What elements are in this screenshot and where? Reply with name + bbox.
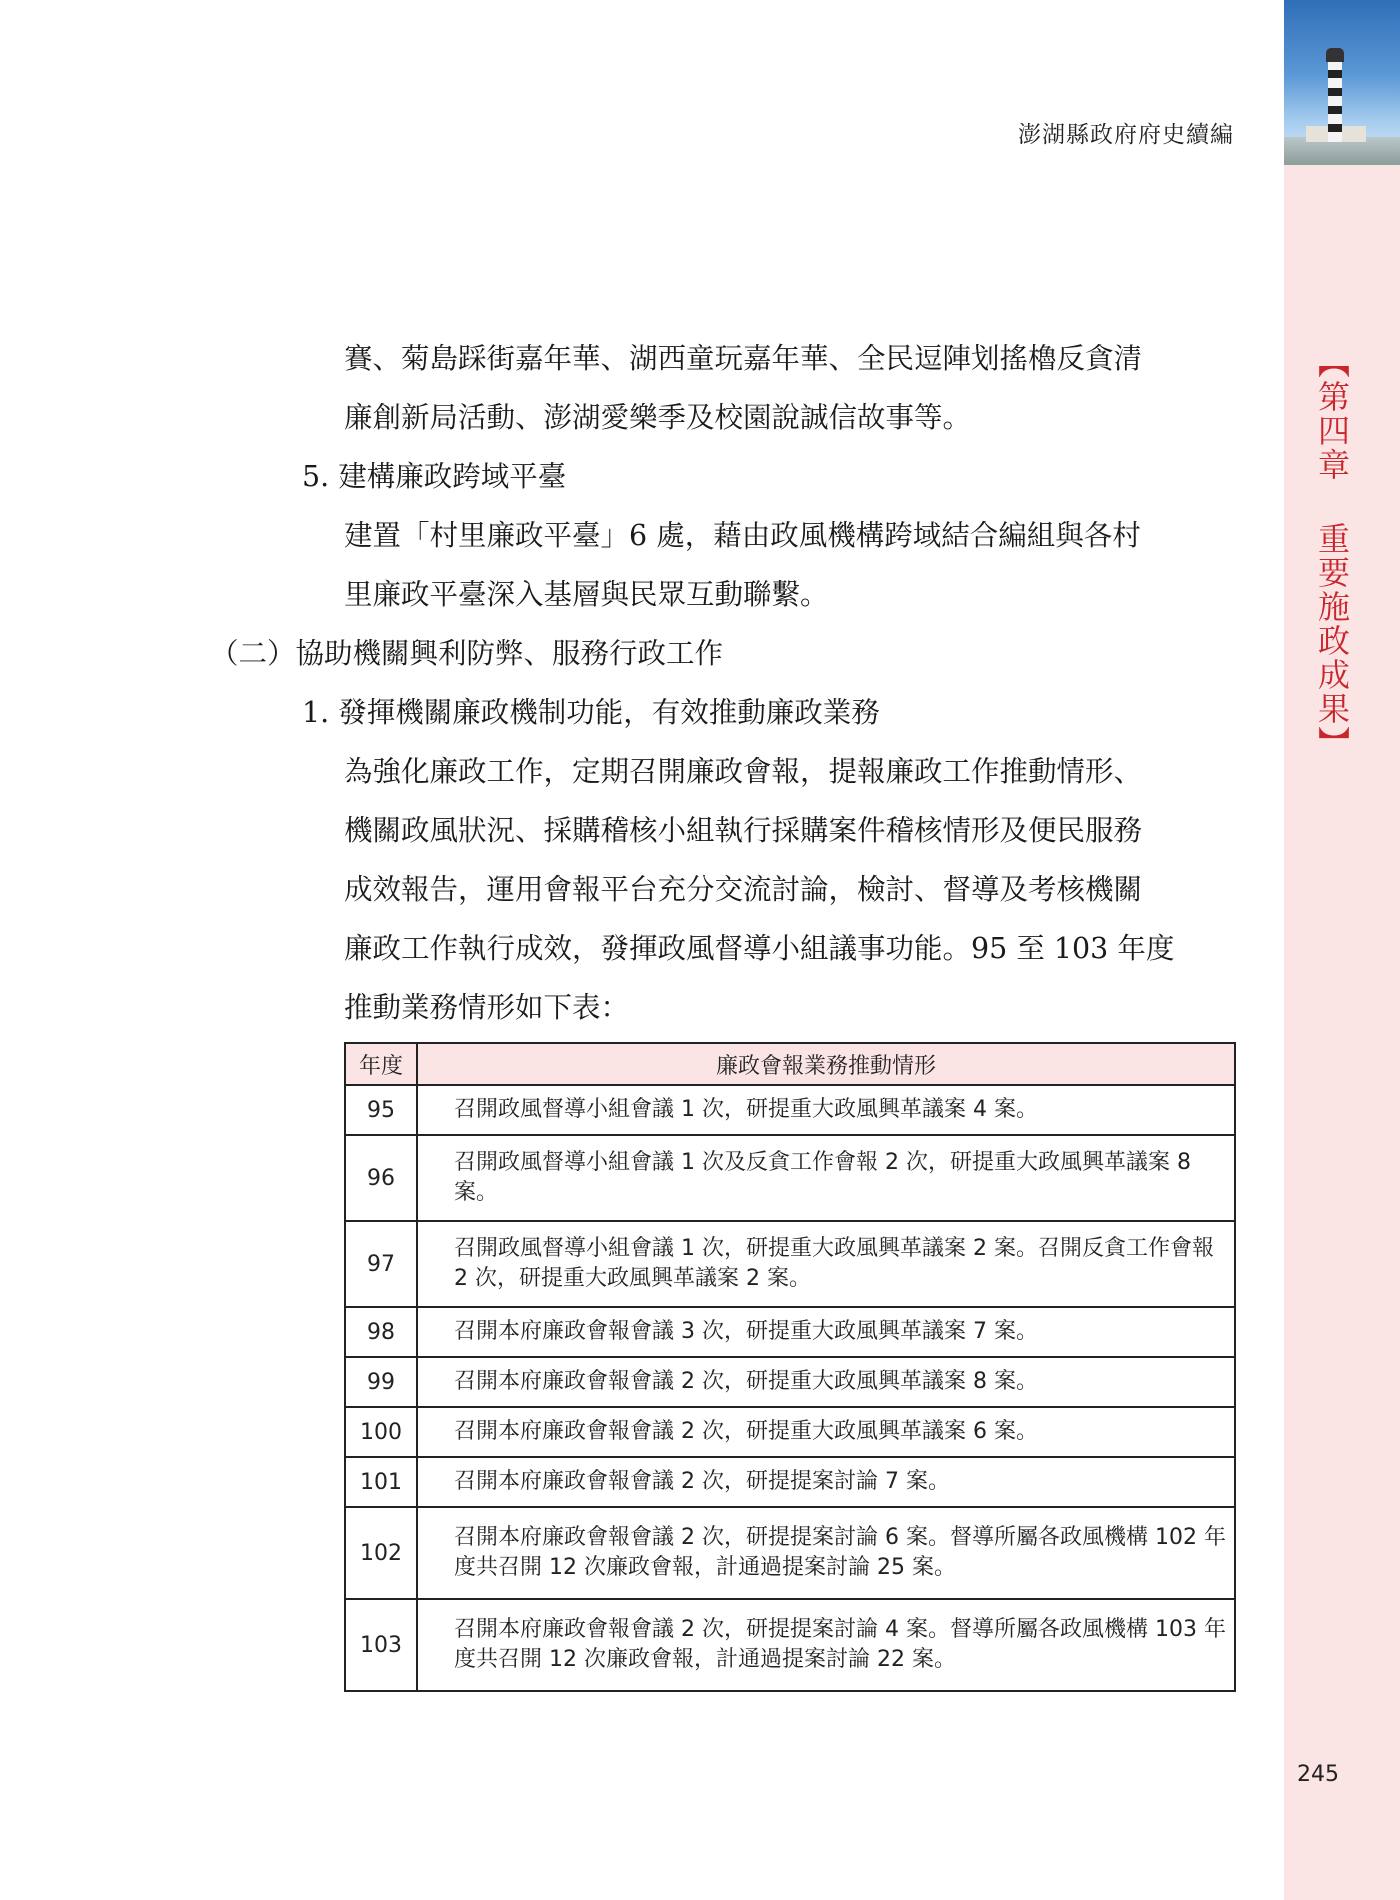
section-heading: （二）協助機關興利防弊、服務行政工作 <box>210 637 724 670</box>
lighthouse-icon <box>1328 60 1342 142</box>
description-cell: 召開政風督導小組會議 1 次，研提重大政風興革議案 4 案。 <box>417 1085 1235 1135</box>
body-line: 建置「村里廉政平臺」6 處，藉由政風機構跨域結合編組與各村 <box>344 519 1141 552</box>
lighthouse-photo <box>1284 0 1400 165</box>
year-cell: 96 <box>345 1135 417 1221</box>
year-cell: 98 <box>345 1307 417 1357</box>
running-header: 澎湖縣政府府史續編 <box>1018 122 1234 148</box>
year-cell: 101 <box>345 1457 417 1507</box>
description-cell: 召開本府廉政會報會議 3 次，研提重大政風興革議案 7 案。 <box>417 1307 1235 1357</box>
table-row <box>345 1085 1235 1135</box>
description-cell: 召開本府廉政會報會議 2 次，研提提案討論 6 案。督導所屬各政風機構 102 年度共召開 12 次廉政會報，計通過提案討論 25 案。 <box>417 1507 1235 1599</box>
body-line: 廉創新局活動、澎湖愛樂季及校園說誠信故事等。 <box>344 401 972 434</box>
lighthouse-lamp <box>1326 48 1344 62</box>
list-item-heading: 5. 建構廉政跨域平臺 <box>302 460 567 493</box>
meeting-record-table <box>344 1042 1236 1692</box>
body-line: 推動業務情形如下表： <box>344 991 630 1024</box>
side-band <box>1284 0 1400 1900</box>
table-header-row <box>345 1043 1235 1085</box>
table-row <box>345 1507 1235 1599</box>
column-header-year: 年度 <box>345 1043 417 1085</box>
body-line: 里廉政平臺深入基層與民眾互動聯繫。 <box>344 578 829 611</box>
year-cell: 99 <box>345 1357 417 1407</box>
table-row <box>345 1135 1235 1221</box>
table-row <box>345 1599 1235 1691</box>
table-row <box>345 1407 1235 1457</box>
body-line: 賽、菊島踩街嘉年華、湖西童玩嘉年華、全民逗陣划搖櫓反貪清 <box>344 342 1143 375</box>
year-cell: 103 <box>345 1599 417 1691</box>
body-line: 成效報告，運用會報平台充分交流討論，檢討、督導及考核機關 <box>344 873 1143 906</box>
chapter-label: 【第四章 重要施政成果】 <box>1313 346 1351 760</box>
year-cell: 97 <box>345 1221 417 1307</box>
list-item-heading: 1. 發揮機關廉政機制功能，有效推動廉政業務 <box>302 696 880 729</box>
year-cell: 100 <box>345 1407 417 1457</box>
description-cell: 召開本府廉政會報會議 2 次，研提重大政風興革議案 8 案。 <box>417 1357 1235 1407</box>
description-cell: 召開政風督導小組會議 1 次及反貪工作會報 2 次，研提重大政風興革議案 8 案。 <box>417 1135 1235 1221</box>
year-cell: 102 <box>345 1507 417 1599</box>
table-row <box>345 1357 1235 1407</box>
table-row <box>345 1307 1235 1357</box>
page-number: 245 <box>1297 1762 1339 1787</box>
description-cell: 召開本府廉政會報會議 2 次，研提提案討論 4 案。督導所屬各政風機構 103 年度共召開 12 次廉政會報，計通過提案討論 22 案。 <box>417 1599 1235 1691</box>
body-line: 廉政工作執行成效，發揮政風督導小組議事功能。95 至 103 年度 <box>344 932 1175 965</box>
year-cell: 95 <box>345 1085 417 1135</box>
description-cell: 召開政風督導小組會議 1 次，研提重大政風興革議案 2 案。召開反貪工作會報 2 次，研提重大政風興革議案 2 案。 <box>417 1221 1235 1307</box>
description-cell: 召開本府廉政會報會議 2 次，研提重大政風興革議案 6 案。 <box>417 1407 1235 1457</box>
table-row <box>345 1221 1235 1307</box>
body-line: 機關政風狀況、採購稽核小組執行採購案件稽核情形及便民服務 <box>344 814 1143 847</box>
body-line: 為強化廉政工作，定期召開廉政會報，提報廉政工作推動情形、 <box>344 755 1143 788</box>
description-cell: 召開本府廉政會報會議 2 次，研提提案討論 7 案。 <box>417 1457 1235 1507</box>
column-header-description: 廉政會報業務推動情形 <box>417 1043 1235 1085</box>
table-row <box>345 1457 1235 1507</box>
